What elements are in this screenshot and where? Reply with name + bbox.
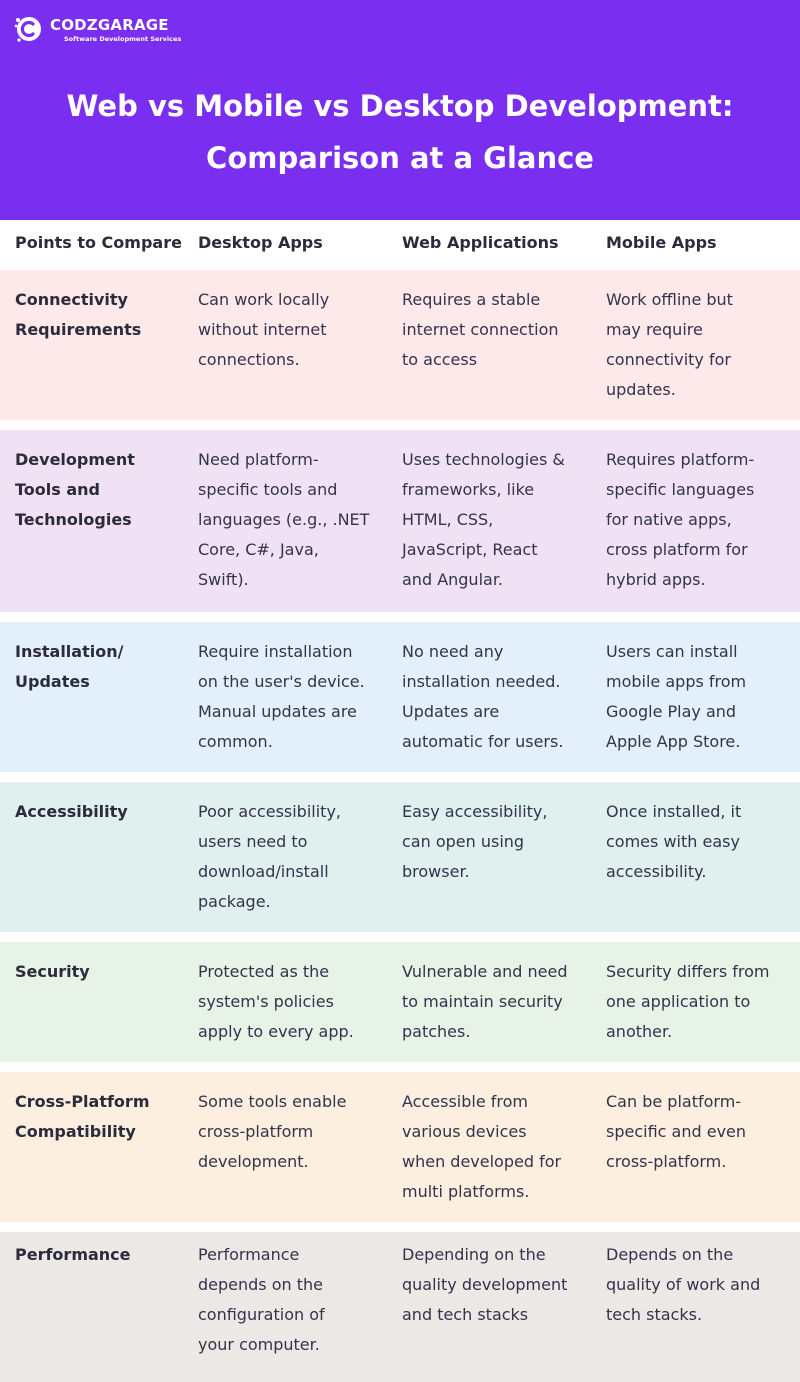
desktop-cell-line: Core, C#, Java, bbox=[198, 540, 319, 559]
web-cell-line: internet connection bbox=[402, 320, 559, 339]
desktop-cell-line: without internet bbox=[198, 320, 327, 339]
web-cell-line: automatic for users. bbox=[402, 732, 564, 751]
web-cell bbox=[402, 1240, 592, 1330]
page-title-line-1: Web vs Mobile vs Desktop Development: bbox=[66, 89, 734, 123]
mobile-cell bbox=[606, 957, 796, 1047]
mobile-cell-line: tech stacks. bbox=[606, 1305, 703, 1324]
desktop-cell bbox=[198, 637, 388, 757]
desktop-cell-line: languages (e.g., .NET bbox=[198, 510, 370, 529]
mobile-cell-line: connectivity for bbox=[606, 350, 731, 369]
mobile-cell-line: quality of work and bbox=[606, 1275, 761, 1294]
table-row bbox=[0, 430, 800, 612]
web-cell-line: patches. bbox=[402, 1022, 471, 1041]
table-row bbox=[0, 622, 800, 772]
column-header-points: Points to Compare bbox=[15, 233, 182, 252]
web-cell-line: quality development bbox=[402, 1275, 568, 1294]
desktop-cell-line: Poor accessibility, bbox=[198, 802, 341, 821]
mobile-cell-line: Requires platform- bbox=[606, 450, 755, 469]
desktop-cell-line: configuration of bbox=[198, 1305, 325, 1324]
desktop-cell-line: system's policies bbox=[198, 992, 334, 1011]
desktop-cell-line: Protected as the bbox=[198, 962, 330, 981]
web-cell-line: No need any bbox=[402, 642, 504, 661]
web-cell bbox=[402, 957, 592, 1047]
web-cell-line: installation needed. bbox=[402, 672, 561, 691]
mobile-cell bbox=[606, 1240, 796, 1330]
web-cell bbox=[402, 637, 592, 757]
mobile-cell-line: for native apps, bbox=[606, 510, 732, 529]
mobile-cell-line: accessibility. bbox=[606, 862, 707, 881]
table-row bbox=[0, 782, 800, 932]
table-row bbox=[0, 1072, 800, 1222]
desktop-cell bbox=[198, 1240, 388, 1360]
desktop-cell bbox=[198, 445, 388, 595]
desktop-cell-line: cross-platform bbox=[198, 1122, 314, 1141]
desktop-cell bbox=[198, 285, 388, 375]
mobile-cell-line: Work offline but bbox=[606, 290, 733, 309]
row-label-line: Accessibility bbox=[15, 802, 128, 821]
row-label-line: Installation/ bbox=[15, 642, 124, 661]
row-label-line: Connectivity bbox=[15, 290, 128, 309]
web-cell-line: and tech stacks bbox=[402, 1305, 529, 1324]
row-label-line: Requirements bbox=[15, 320, 142, 339]
web-cell bbox=[402, 445, 592, 595]
row-label bbox=[15, 1240, 190, 1270]
column-header-mobile: Mobile Apps bbox=[606, 233, 717, 252]
mobile-cell-line: mobile apps from bbox=[606, 672, 747, 691]
desktop-cell bbox=[198, 797, 388, 917]
brand-name: CODZGARAGE bbox=[50, 16, 169, 34]
web-cell bbox=[402, 1087, 592, 1207]
desktop-cell-line: package. bbox=[198, 892, 271, 911]
web-cell-line: frameworks, like bbox=[402, 480, 535, 499]
web-cell bbox=[402, 797, 592, 887]
header-banner bbox=[0, 0, 800, 220]
desktop-cell-line: download/install bbox=[198, 862, 329, 881]
web-cell-line: Requires a stable bbox=[402, 290, 541, 309]
web-cell-line: Updates are bbox=[402, 702, 500, 721]
desktop-cell-line: Performance bbox=[198, 1245, 300, 1264]
desktop-cell-line: Need platform- bbox=[198, 450, 319, 469]
table-header bbox=[0, 220, 800, 270]
row-label-line: Technologies bbox=[15, 510, 132, 529]
mobile-cell-line: comes with easy bbox=[606, 832, 740, 851]
row-label bbox=[15, 637, 190, 697]
row-label-line: Performance bbox=[15, 1245, 131, 1264]
mobile-cell-line: Google Play and bbox=[606, 702, 737, 721]
mobile-cell-line: Users can install bbox=[606, 642, 738, 661]
mobile-cell-line: specific and even bbox=[606, 1122, 747, 1141]
page-title bbox=[0, 80, 800, 184]
desktop-cell-line: Manual updates are bbox=[198, 702, 357, 721]
column-header-desktop: Desktop Apps bbox=[198, 233, 323, 252]
brand-tagline: Software Development Services bbox=[64, 35, 182, 43]
table-row bbox=[0, 270, 800, 420]
web-cell-line: multi platforms. bbox=[402, 1182, 530, 1201]
row-label-line: Tools and bbox=[15, 480, 100, 499]
mobile-cell-line: Security differs from bbox=[606, 962, 770, 981]
web-cell-line: to maintain security bbox=[402, 992, 563, 1011]
desktop-cell-line: on the user's device. bbox=[198, 672, 365, 691]
row-label bbox=[15, 285, 190, 345]
web-cell-line: and Angular. bbox=[402, 570, 504, 589]
desktop-cell-line: Can work locally bbox=[198, 290, 330, 309]
row-label bbox=[15, 445, 190, 535]
table-row bbox=[0, 942, 800, 1062]
mobile-cell-line: hybrid apps. bbox=[606, 570, 706, 589]
table-row bbox=[0, 1232, 800, 1382]
web-cell-line: various devices bbox=[402, 1122, 527, 1141]
desktop-cell-line: Require installation bbox=[198, 642, 353, 661]
desktop-cell-line: apply to every app. bbox=[198, 1022, 354, 1041]
desktop-cell-line: your computer. bbox=[198, 1335, 320, 1354]
mobile-cell-line: Can be platform- bbox=[606, 1092, 742, 1111]
mobile-cell bbox=[606, 445, 796, 595]
row-label bbox=[15, 957, 190, 987]
mobile-cell-line: another. bbox=[606, 1022, 673, 1041]
web-cell-line: to access bbox=[402, 350, 478, 369]
desktop-cell-line: development. bbox=[198, 1152, 309, 1171]
row-label bbox=[15, 797, 190, 827]
column-header-web: Web Applications bbox=[402, 233, 559, 252]
web-cell-line: when developed for bbox=[402, 1152, 562, 1171]
row-label bbox=[15, 1087, 190, 1147]
mobile-cell bbox=[606, 797, 796, 887]
web-cell-line: browser. bbox=[402, 862, 470, 881]
mobile-cell bbox=[606, 285, 796, 405]
web-cell-line: JavaScript, React bbox=[402, 540, 538, 559]
mobile-cell bbox=[606, 1087, 796, 1177]
mobile-cell-line: cross platform for bbox=[606, 540, 748, 559]
web-cell bbox=[402, 285, 592, 375]
row-label-line: Cross-Platform bbox=[15, 1092, 150, 1111]
mobile-cell-line: Once installed, it bbox=[606, 802, 742, 821]
mobile-cell-line: specific languages bbox=[606, 480, 755, 499]
web-cell-line: HTML, CSS, bbox=[402, 510, 494, 529]
codzgarage-logo-icon bbox=[14, 14, 44, 44]
web-cell-line: Vulnerable and need bbox=[402, 962, 568, 981]
mobile-cell-line: Depends on the bbox=[606, 1245, 734, 1264]
desktop-cell-line: common. bbox=[198, 732, 273, 751]
desktop-cell-line: depends on the bbox=[198, 1275, 323, 1294]
desktop-cell-line: Swift). bbox=[198, 570, 249, 589]
row-label-line: Development bbox=[15, 450, 135, 469]
desktop-cell-line: connections. bbox=[198, 350, 300, 369]
web-cell-line: Depending on the bbox=[402, 1245, 546, 1264]
mobile-cell-line: cross-platform. bbox=[606, 1152, 727, 1171]
mobile-cell bbox=[606, 637, 796, 757]
web-cell-line: Accessible from bbox=[402, 1092, 528, 1111]
mobile-cell-line: Apple App Store. bbox=[606, 732, 741, 751]
web-cell-line: Easy accessibility, bbox=[402, 802, 548, 821]
web-cell-line: can open using bbox=[402, 832, 525, 851]
web-cell-line: Uses technologies & bbox=[402, 450, 565, 469]
desktop-cell bbox=[198, 1087, 388, 1177]
mobile-cell-line: may require bbox=[606, 320, 703, 339]
mobile-cell-line: one application to bbox=[606, 992, 751, 1011]
row-label-line: Security bbox=[15, 962, 90, 981]
row-label-line: Compatibility bbox=[15, 1122, 136, 1141]
desktop-cell-line: Some tools enable bbox=[198, 1092, 347, 1111]
desktop-cell-line: specific tools and bbox=[198, 480, 338, 499]
desktop-cell bbox=[198, 957, 388, 1047]
mobile-cell-line: updates. bbox=[606, 380, 676, 399]
row-label-line: Updates bbox=[15, 672, 90, 691]
page-title-line-2: Comparison at a Glance bbox=[206, 141, 594, 175]
desktop-cell-line: users need to bbox=[198, 832, 308, 851]
